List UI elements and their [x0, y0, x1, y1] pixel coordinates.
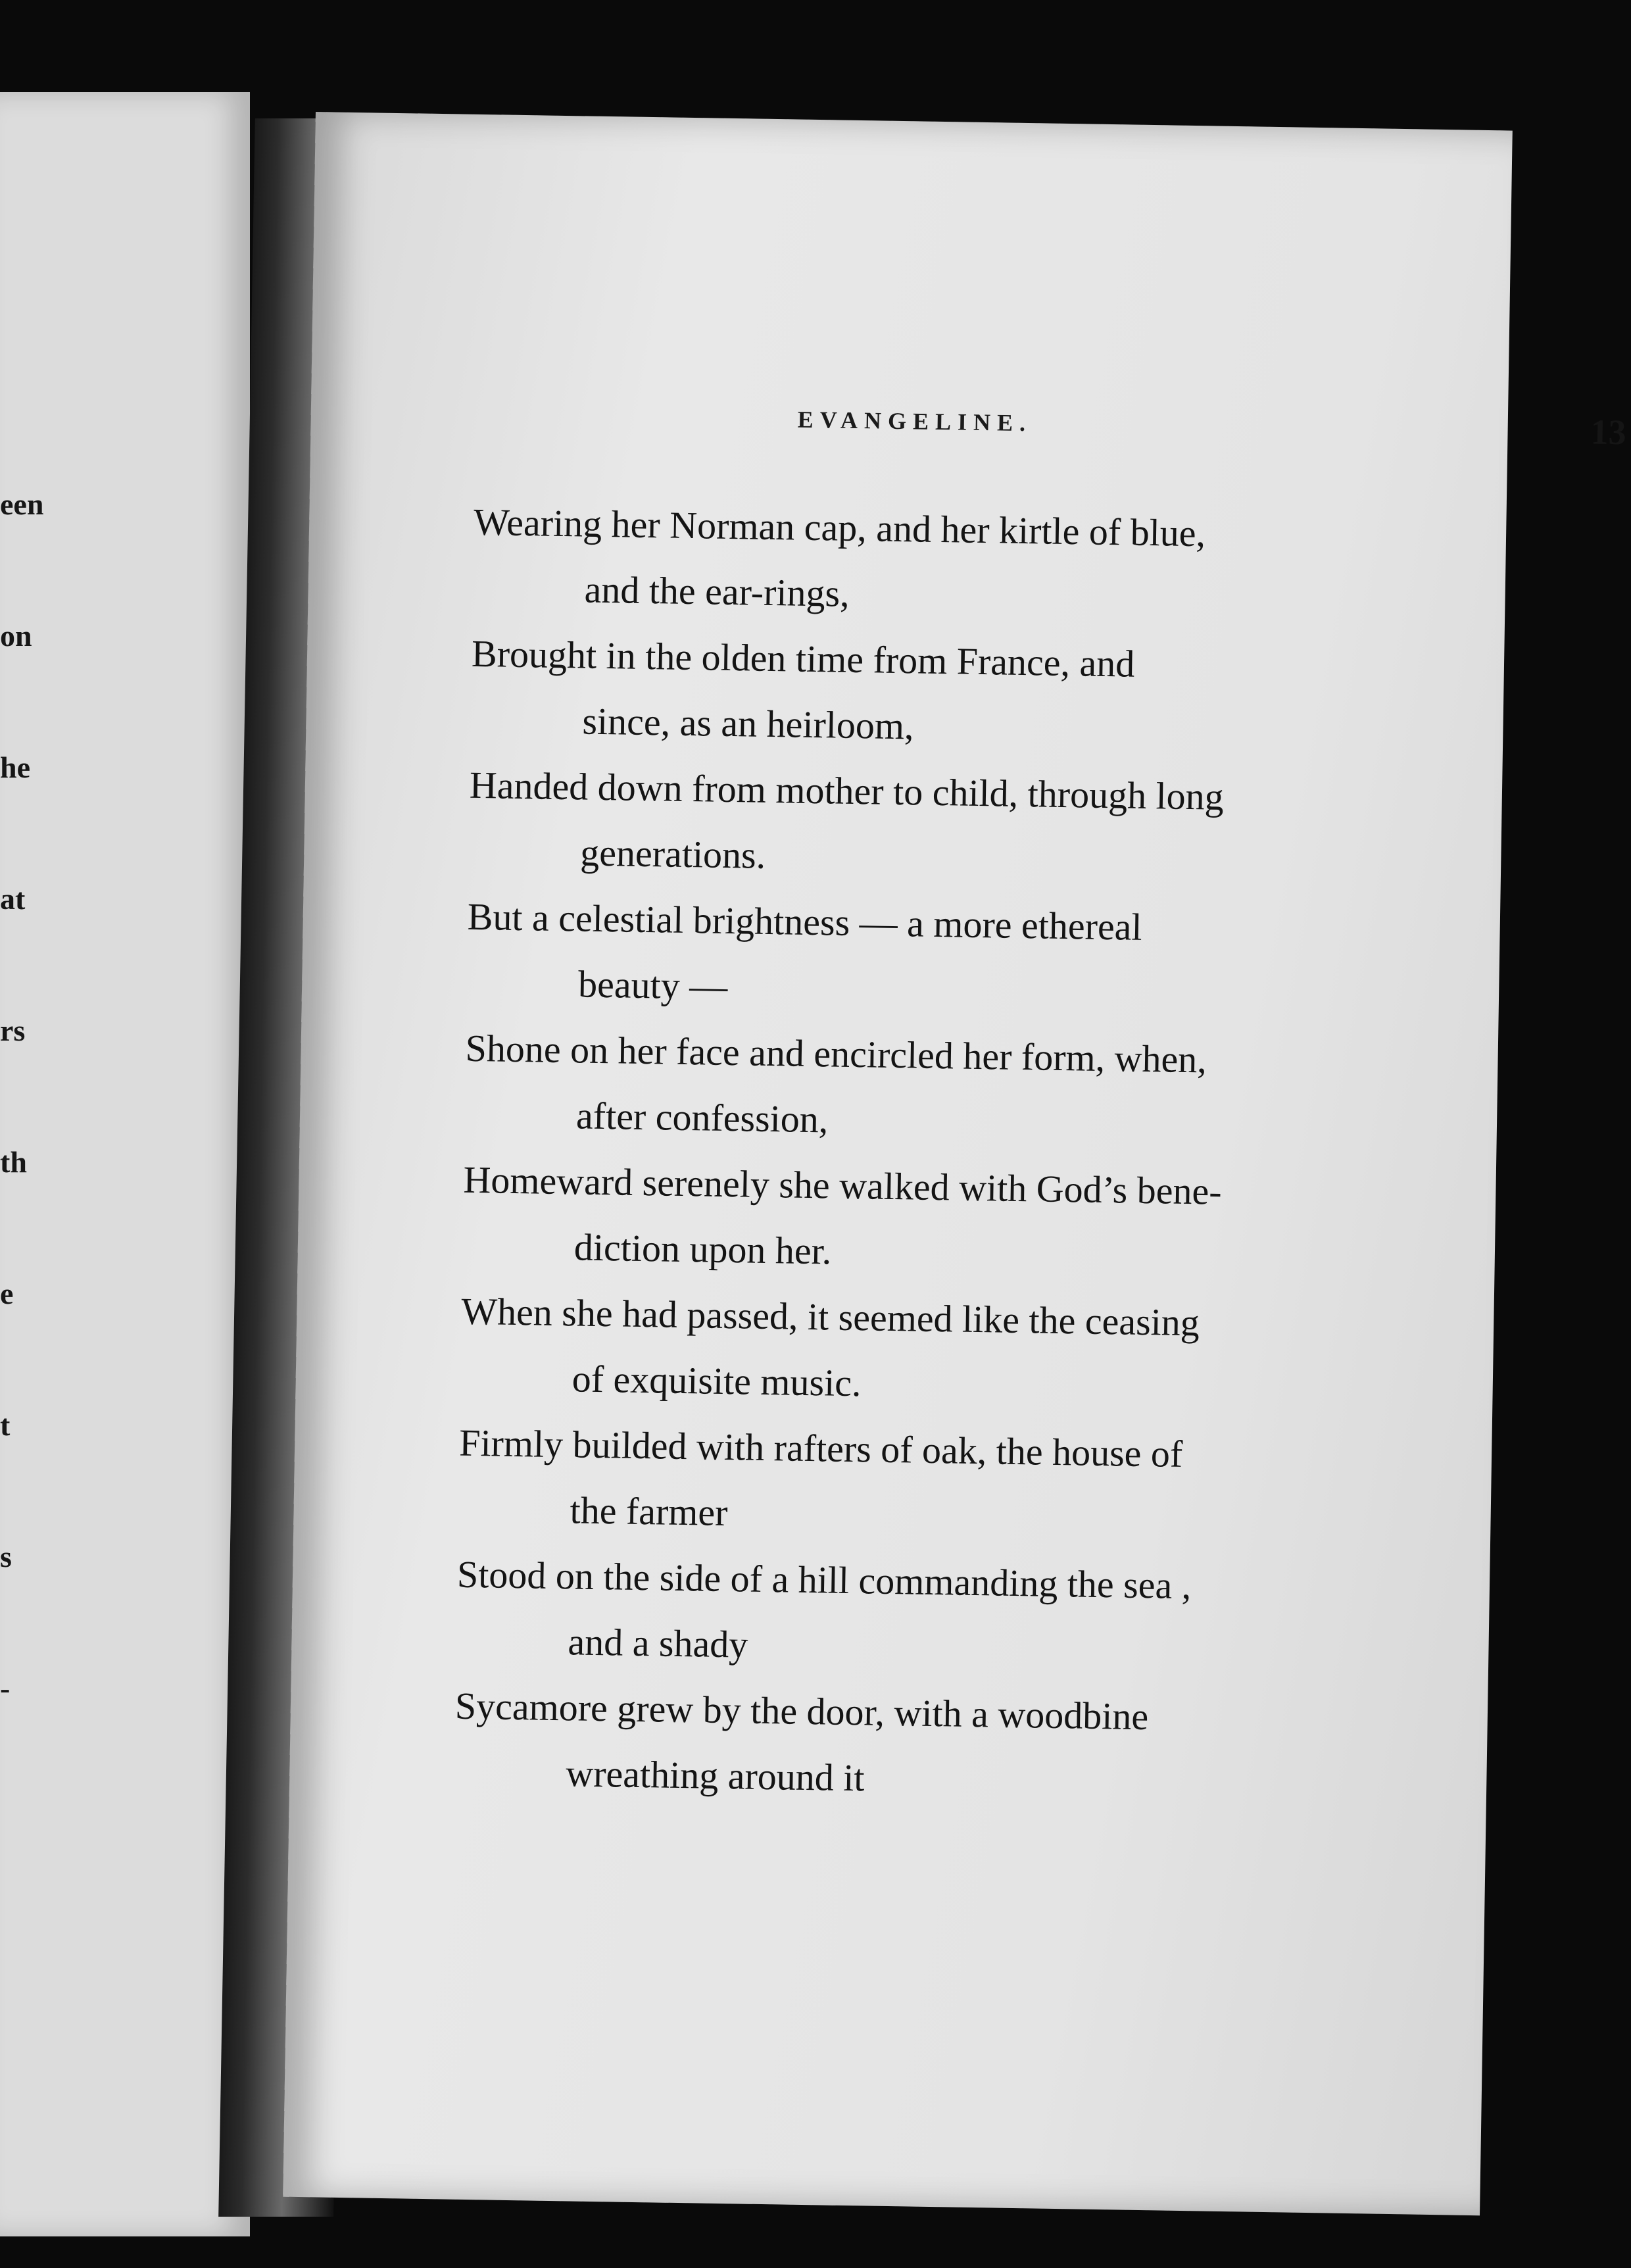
verse-line-start: Firmly builded with rafters of oak, the house of	[458, 1421, 1183, 1475]
left-page	[0, 92, 250, 2236]
verse-line-continuation: diction upon her.	[573, 1225, 832, 1273]
page-header	[797, 399, 1626, 472]
verse-line-continuation: after confession,	[575, 1094, 829, 1141]
verse-line	[466, 884, 1323, 1029]
verse-line-continuation: since, as an heirloom,	[581, 699, 915, 748]
verse-line-start: Brought in the olden time from France, and	[471, 631, 1135, 685]
page-number: 13	[1590, 412, 1627, 453]
verse-line-start: Stood on the side of a hill commanding the sea ,	[456, 1552, 1192, 1608]
left-page-fragment: on	[0, 619, 32, 653]
left-page-fragment: t	[0, 1408, 11, 1442]
book-page	[283, 112, 1627, 2215]
verse-line-start: Homeward serenely she walked with God’s bene-	[463, 1158, 1223, 1213]
left-page-fragment: een	[0, 487, 44, 521]
verse-line	[472, 489, 1329, 634]
verse-line-start: Sycamore grew by the door, with a woodbine	[454, 1684, 1149, 1738]
verse-line-start: Wearing her Norman cap, and her kirtle of blue,	[473, 500, 1206, 555]
verse-line-start: Handed down from mother to child, through long	[469, 763, 1225, 818]
verse-line-start: Shone on her face and encircled her form, when,	[465, 1026, 1207, 1081]
verse-line-continuation: and a shady	[568, 1620, 748, 1666]
left-page-fragment: s	[0, 1540, 12, 1573]
verse-line	[462, 1147, 1319, 1292]
left-page-fragment: he	[0, 751, 30, 784]
verse-line	[458, 1410, 1315, 1555]
verse-line-continuation: wreathing around it	[565, 1752, 865, 1800]
poem-text	[454, 489, 1329, 1818]
verse-line	[454, 1673, 1311, 1818]
verse-line	[460, 1279, 1317, 1423]
verse-line	[464, 1016, 1321, 1160]
left-page-fragment: rs	[0, 1014, 26, 1047]
left-page-fragment: th	[0, 1145, 27, 1179]
running-title: EVANGELINE.	[797, 406, 1033, 437]
verse-line-continuation: and the ear-rings,	[584, 568, 850, 615]
left-page-fragment: at	[0, 882, 26, 916]
verse-line	[468, 752, 1325, 897]
verse-line-continuation: beauty —	[577, 962, 728, 1008]
verse-line-continuation: the farmer	[570, 1489, 729, 1535]
left-page-fragment: -	[0, 1671, 11, 1705]
verse-line-start: But a celestial brightness — a more ethereal	[467, 895, 1143, 949]
verse-line	[470, 621, 1327, 766]
verse-line-start: When she had passed, it seemed like the ceasing	[460, 1289, 1200, 1344]
verse-line	[456, 1542, 1313, 1687]
left-page-fragment: e	[0, 1277, 14, 1310]
verse-line-continuation: of exquisite music.	[572, 1357, 862, 1405]
verse-line-continuation: generations.	[579, 831, 766, 877]
